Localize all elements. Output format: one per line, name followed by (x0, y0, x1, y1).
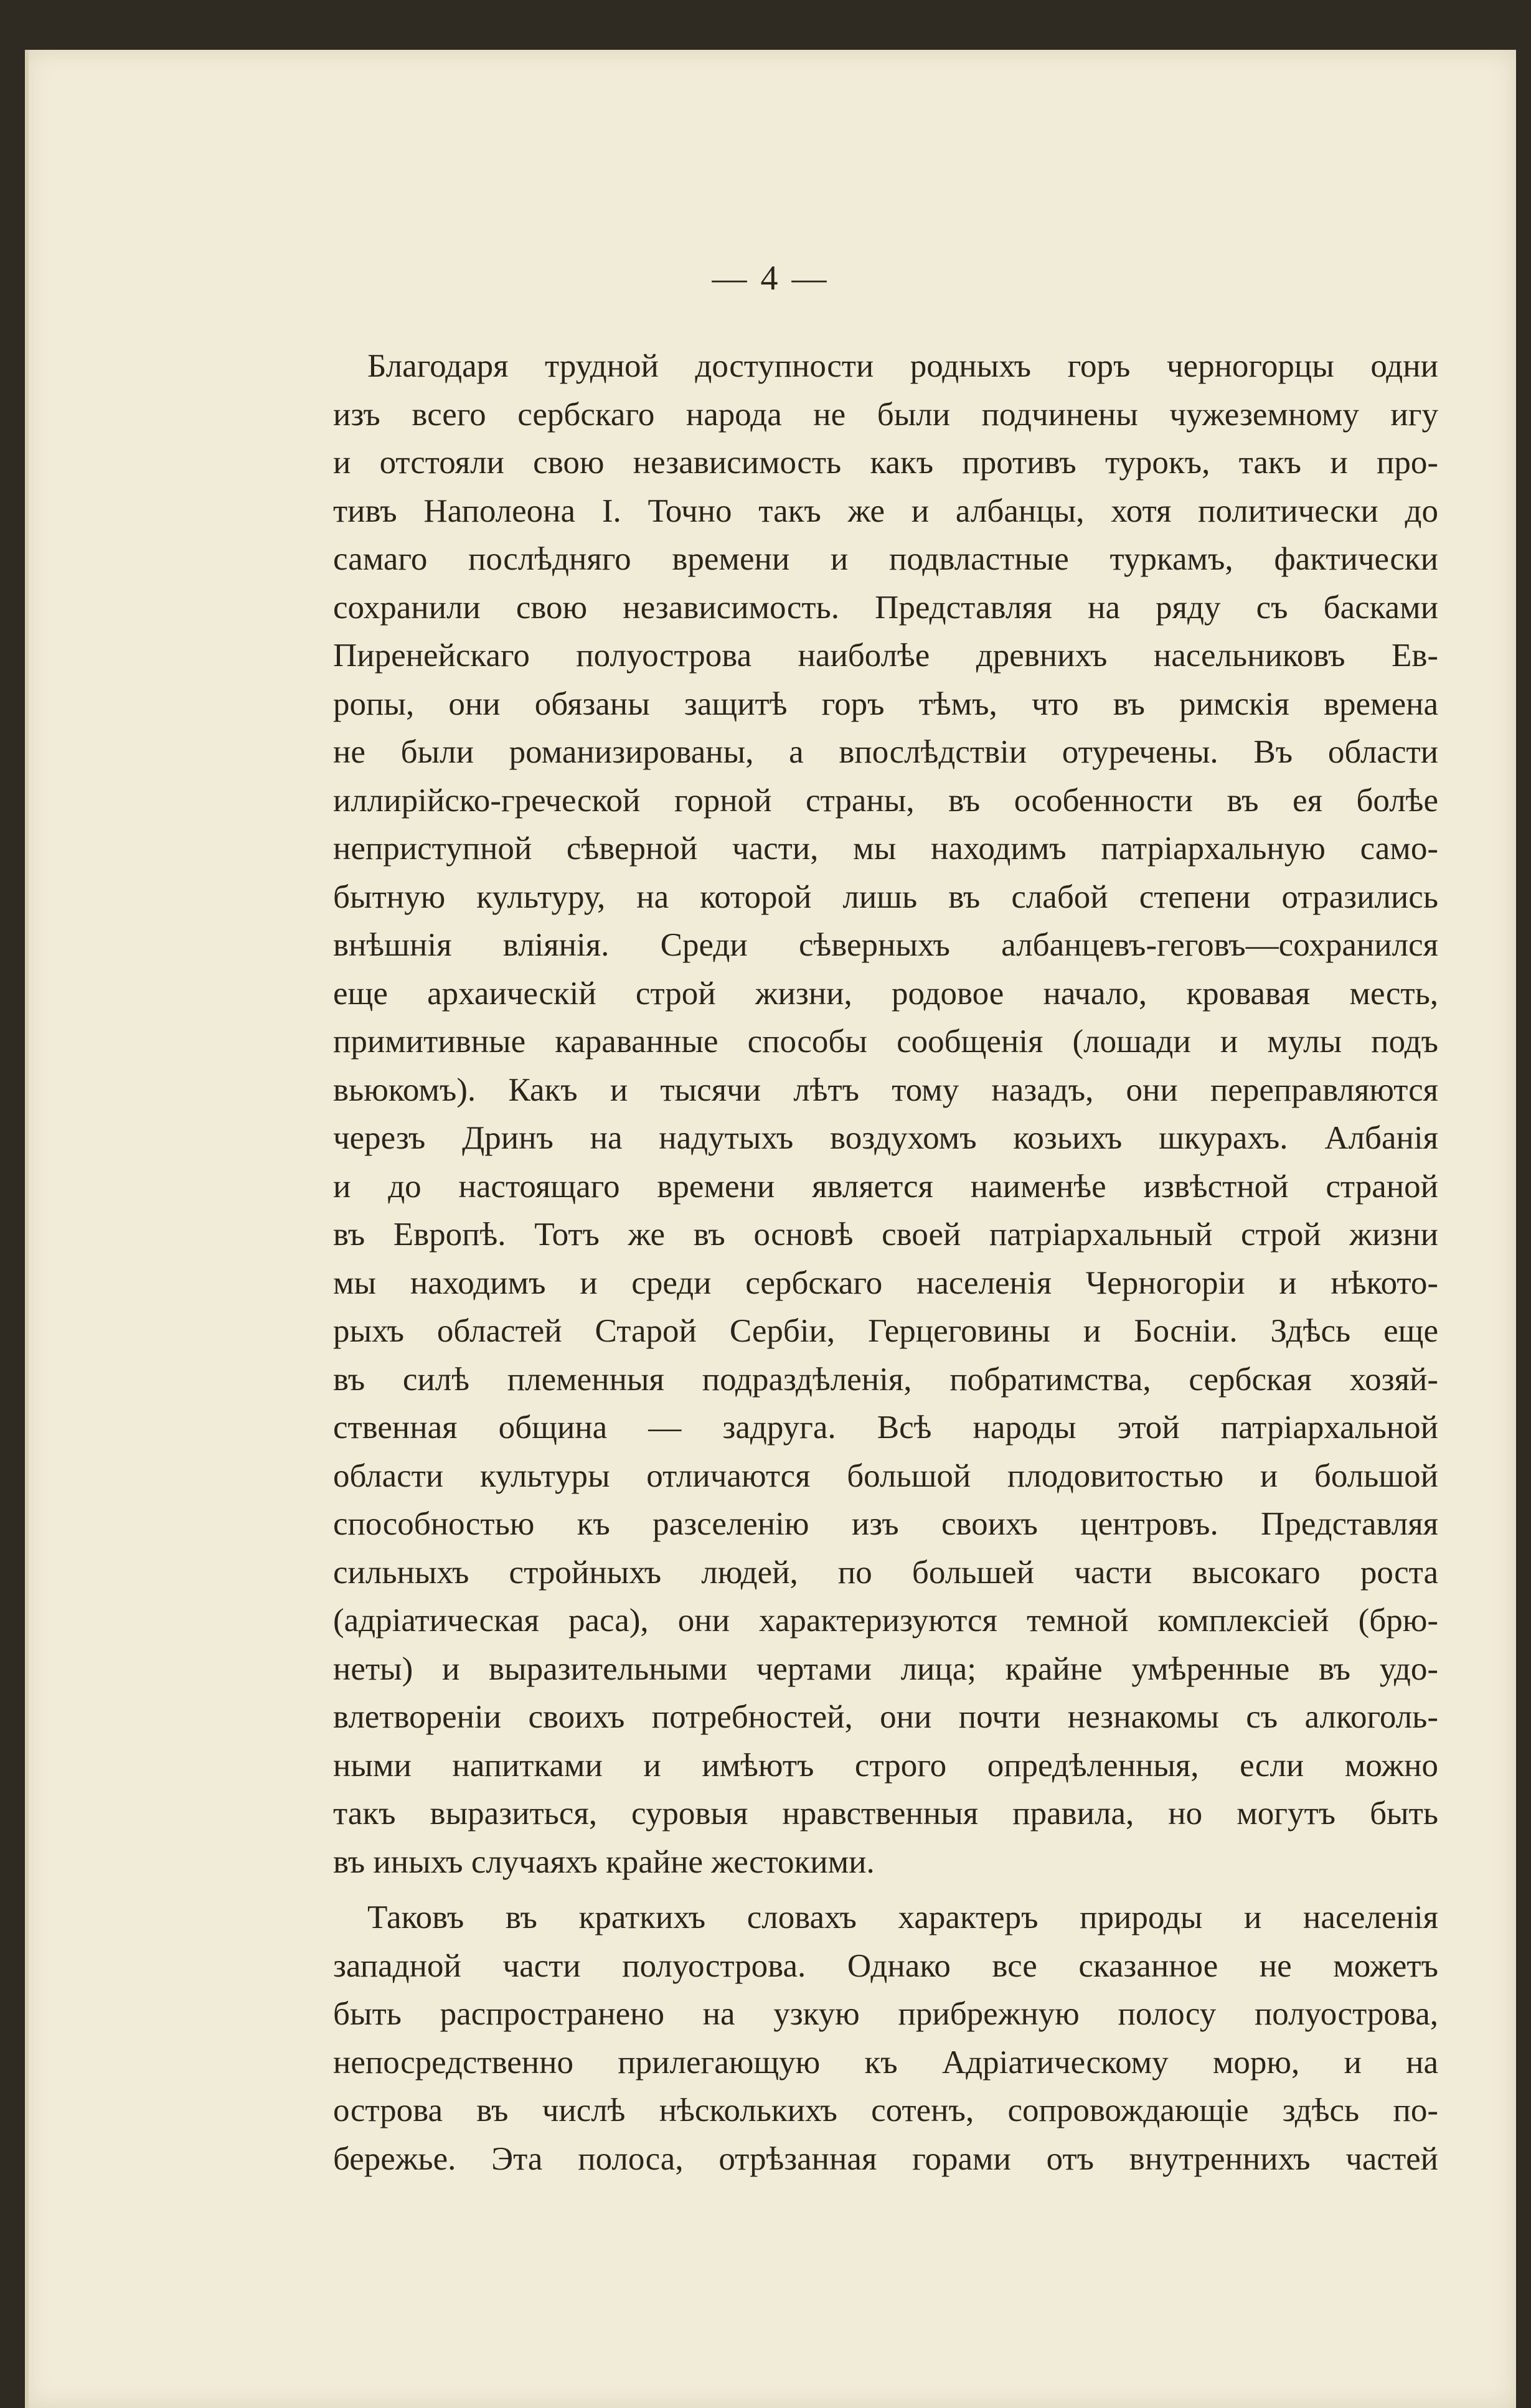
text-line: способностью къ разселенію изъ своихъ центровъ. Представляя (333, 1506, 1438, 1542)
text-line: Пиренейскаго полуострова наиболѣе древнихъ насельниковъ Ев- (333, 637, 1438, 674)
page-number: — 4 — (712, 259, 829, 298)
text-line: непосредственно прилегающую къ Адріатическому морю, и на (333, 2044, 1438, 2081)
text-line: вьюкомъ). Какъ и тысячи лѣтъ тому назадъ, они переправляются (333, 1071, 1438, 1108)
text-line: въ силѣ племенныя подраздѣленія, побратимства, сербская хозяй- (333, 1361, 1438, 1398)
text-line: Благодаря трудной доступности родныхъ горъ черногорцы одни (367, 348, 1438, 384)
text-line: неты) и выразительными чертами лица; крайне умѣренные въ удо- (333, 1650, 1438, 1687)
text-line: изъ всего сербскаго народа не были подчинены чужеземному игу (333, 396, 1438, 433)
text-line: сохранили свою независимость. Представляя на ряду съ басками (333, 589, 1438, 626)
text-line: области культуры отличаются большой плодовитостью и большой (333, 1457, 1438, 1494)
text-line: ропы, они обязаны защитѣ горъ тѣмъ, что въ римскія времена (333, 685, 1438, 722)
paragraph-1 (333, 342, 1438, 1886)
text-line: въ Европѣ. Тотъ же въ основѣ своей патріархальный строй жизни (333, 1216, 1438, 1253)
text-line: самаго послѣдняго времени и подвластные туркамъ, фактически (333, 541, 1438, 577)
text-line: неприступной сѣверной части, мы находимъ патріархальную само- (333, 830, 1438, 867)
text-line: въ иныхъ случаяхъ крайне жестокими. (333, 1843, 875, 1880)
text-line: бытную культуру, на которой лишь въ слабой степени отразились (333, 878, 1438, 915)
text-line: черезъ Дринъ на надутыхъ воздухомъ козьихъ шкурахъ. Албанія (333, 1120, 1438, 1156)
text-line: такъ выразиться, суровыя нравственныя правила, но могутъ быть (333, 1795, 1438, 1832)
paragraph-2 (333, 1894, 1438, 2183)
text-line: рыхъ областей Старой Сербіи, Герцеговины и Босніи. Здѣсь еще (333, 1313, 1438, 1349)
text-line: влетвореніи своихъ потребностей, они почти незнакомы съ алкоголь- (333, 1699, 1438, 1735)
text-line: примитивные караванные способы сообщенія (лошади и мулы подъ (333, 1023, 1438, 1060)
text-line: острова въ числѣ нѣсколькихъ сотенъ, сопровождающіе здѣсь по- (333, 2092, 1438, 2128)
text-line: Таковъ въ краткихъ словахъ характеръ природы и населенія (367, 1899, 1438, 1935)
text-line: иллирійско-греческой горной страны, въ особенности въ ея болѣе (333, 782, 1438, 819)
text-line: еще архаическій строй жизни, родовое начало, кровавая месть, (333, 975, 1438, 1012)
text-line: западной части полуострова. Однако все сказанное не можетъ (333, 1947, 1438, 1984)
text-line: быть распространено на узкую прибрежную полосу полуострова, (333, 1996, 1438, 2032)
page-edge (25, 50, 29, 2408)
text-line: и до настоящаго времени является наименѣе извѣстной страной (333, 1168, 1438, 1205)
book-page (25, 50, 1516, 2408)
text-line: тивъ Наполеона I. Точно такъ же и албанцы, хотя политически до (333, 492, 1438, 529)
text-line: ными напитками и имѣютъ строго опредѣленныя, если можно (333, 1747, 1438, 1784)
text-line: и отстояли свою независимость какъ противъ турокъ, такъ и про- (333, 444, 1438, 481)
text-line: ственная община — задруга. Всѣ народы этой патріархальной (333, 1409, 1438, 1446)
text-line: сильныхъ стройныхъ людей, по большей части высокаго роста (333, 1554, 1438, 1591)
text-line: мы находимъ и среди сербскаго населенія Черногоріи и нѣкото- (333, 1264, 1438, 1301)
body-text (333, 342, 1438, 2183)
text-line: (адріатическая раса), они характеризуются темной комплексіей (брю- (333, 1602, 1438, 1639)
text-line: не были романизированы, а впослѣдствіи отуречены. Въ области (333, 734, 1438, 770)
text-line: бережье. Эта полоса, отрѣзанная горами отъ внутреннихъ частей (333, 2140, 1438, 2177)
text-line: внѣшнія вліянія. Среди сѣверныхъ албанцевъ-геговъ—сохранился (333, 927, 1438, 963)
